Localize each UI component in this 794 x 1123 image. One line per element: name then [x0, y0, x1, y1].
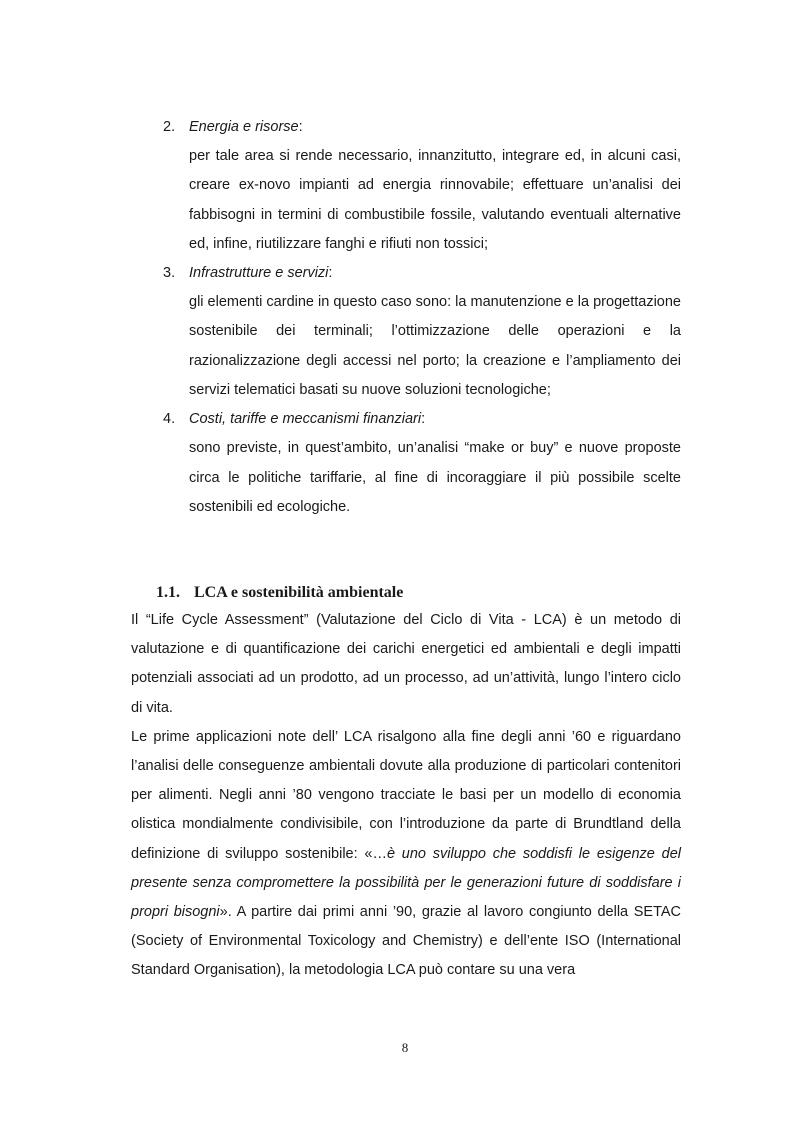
list-item-title: Energia e risorse	[189, 119, 299, 135]
list-item-colon: :	[421, 411, 426, 428]
list-item-body: per tale area si rende necessario, innanzitutto, integrare ed, in alcuni casi, creare ex-novo impianti ad energia rinnovabile; effettuare un’analisi dei fabbisogni in termini di combustibile fossile, valutando eventuali alternative ed, infine, riutilizzare fanghi e rifiuti non tossici;	[189, 148, 681, 252]
list-item-colon: :	[328, 265, 333, 282]
list-item	[163, 113, 681, 259]
brundtland-quote: è uno sviluppo che soddisfi le esigenze del presente senza compromettere la possibilità per le generazioni future di soddisfare i propri bisogni	[131, 845, 681, 921]
section-heading	[156, 579, 403, 607]
list-item-heading	[163, 259, 681, 288]
paragraph-2	[131, 723, 681, 986]
list-item	[163, 405, 681, 522]
list-item-body: gli elementi cardine in questo caso sono: la manutenzione e la progettazione sostenibile dei terminali; l’ottimizzazione delle operazioni e la razionalizzazione degli accessi nel porto; la creazione e l’ampliamento dei servizi telematici basati su nuove soluzioni tecnologiche;	[189, 294, 681, 399]
list-item-number: 2.	[163, 119, 176, 135]
section-title: LCA e sostenibilità ambientale	[194, 584, 404, 601]
paragraph-2-end: ». A partire dai primi anni ’90, grazie al lavoro congiunto della SETAC (Society of Environmental Toxicology and Chemistry) e dell’ente ISO (International Standard Organisation), la metodologia LCA può contare su una vera	[131, 904, 681, 979]
list-item-heading	[163, 405, 681, 434]
section-number: 1.1.	[156, 584, 180, 601]
list-item-heading	[163, 113, 681, 142]
page-number: 8	[401, 1040, 409, 1055]
paragraph-1: Il “Life Cycle Assessment” (Valutazione del Ciclo di Vita - LCA) è un metodo di valutazione e di quantificazione dei carichi energetici ed ambientali e degli impatti potenziali associati ad un prodotto, ad un processo, ad un’attività, lungo l’intero ciclo di vita.	[131, 612, 681, 716]
paragraph-2-start: Le prime applicazioni note dell’ LCA risalgono alla fine degli anni ’60 e riguardano l’analisi delle conseguenze ambientali dovute alla produzione di particolari contenitori per alimenti. Negli anni ’80 vengono tracciate le basi per un modello di economia olistica mondialmente condivisibile, con l’introduzione da parte di Brundtland della definizione di sviluppo sostenibile: «…	[131, 728, 681, 862]
section-body	[131, 606, 681, 986]
numbered-list	[163, 113, 681, 522]
list-item	[163, 259, 681, 405]
list-item-body: sono previste, in quest’ambito, un’analisi “make or buy” e nuove proposte circa le politiche tariffarie, al fine di incoraggiare il più possibile scelte sostenibili ed ecologiche.	[189, 440, 681, 515]
list-item-number: 4.	[163, 411, 176, 428]
list-item-number: 3.	[163, 265, 176, 282]
list-item-title: Costi, tariffe e meccanismi finanziari	[189, 411, 422, 428]
list-item-title: Infrastrutture e servizi	[189, 265, 329, 282]
list-item-colon: :	[298, 119, 303, 135]
